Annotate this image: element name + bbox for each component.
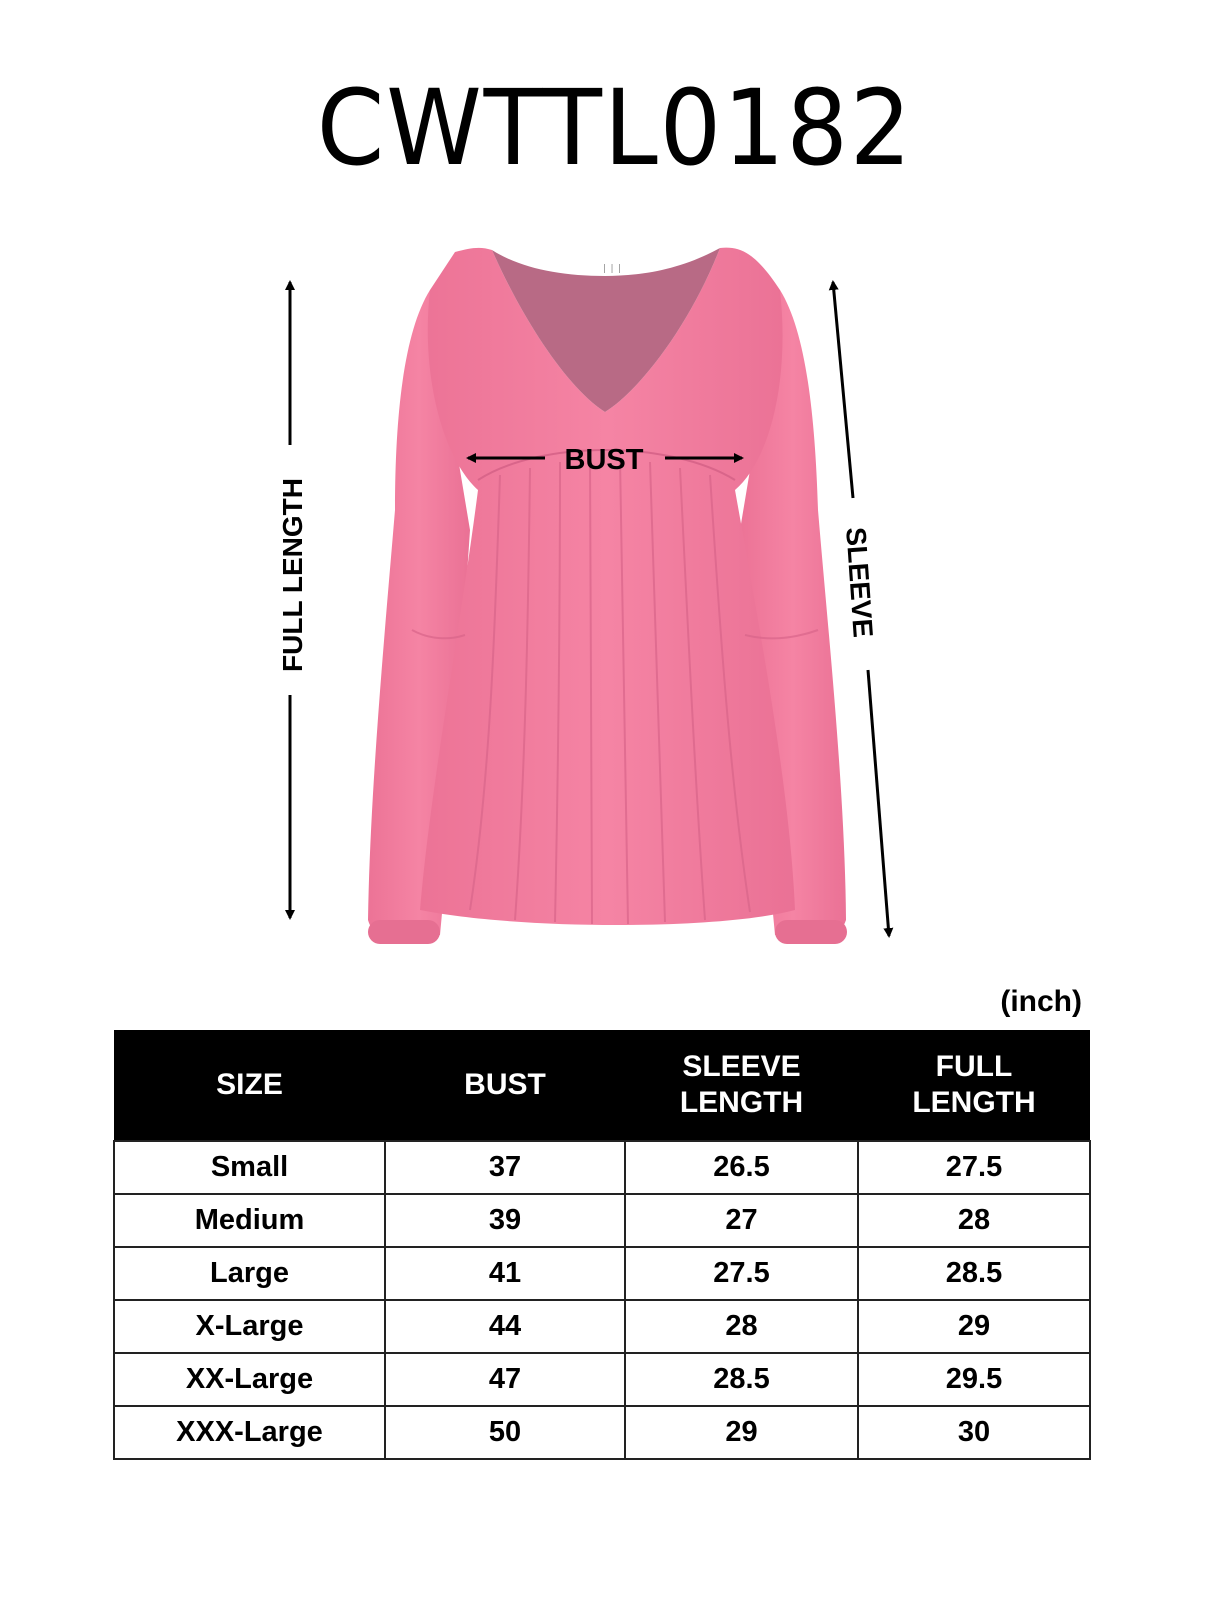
- full-length-cell: 30: [858, 1406, 1090, 1459]
- blouse-illustration: [368, 248, 847, 944]
- header-bust: BUST: [385, 1030, 625, 1141]
- size-cell: Large: [114, 1247, 385, 1300]
- full-length-cell: 27.5: [858, 1141, 1090, 1194]
- size-cell: XXX-Large: [114, 1406, 385, 1459]
- sleeve-length-cell: 27.5: [625, 1247, 858, 1300]
- bust-cell: 37: [385, 1141, 625, 1194]
- page-title: CWTTL0182: [316, 67, 914, 189]
- bust-label: BUST: [564, 444, 644, 476]
- table-row: [114, 1141, 1090, 1194]
- table-row: [114, 1300, 1090, 1353]
- sleeve-label: SLEEVE: [840, 526, 879, 639]
- size-cell: XX-Large: [114, 1353, 385, 1406]
- size-cell: X-Large: [114, 1300, 385, 1353]
- sleeve-length-cell: 29: [625, 1406, 858, 1459]
- sleeve-length-cell: 27: [625, 1194, 858, 1247]
- full-length-label: FULL LENGTH: [277, 478, 308, 672]
- header-sleeve-length: SLEEVE LENGTH: [625, 1030, 858, 1141]
- table-row: [114, 1247, 1090, 1300]
- bust-cell: 47: [385, 1353, 625, 1406]
- size-cell: Medium: [114, 1194, 385, 1247]
- bust-cell: 39: [385, 1194, 625, 1247]
- unit-label: (inch): [1000, 985, 1082, 1018]
- table-row: [114, 1406, 1090, 1459]
- size-chart-table: [113, 1030, 1091, 1460]
- sleeve-length-cell: 28.5: [625, 1353, 858, 1406]
- bust-cell: 41: [385, 1247, 625, 1300]
- full-length-cell: 29.5: [858, 1353, 1090, 1406]
- size-cell: Small: [114, 1141, 385, 1194]
- table-row: [114, 1353, 1090, 1406]
- full-length-cell: 29: [858, 1300, 1090, 1353]
- sleeve-length-cell: 28: [625, 1300, 858, 1353]
- full-length-cell: 28.5: [858, 1247, 1090, 1300]
- sleeve-length-cell: 26.5: [625, 1141, 858, 1194]
- table-header-row: [114, 1030, 1090, 1141]
- bust-cell: 50: [385, 1406, 625, 1459]
- full-length-cell: 28: [858, 1194, 1090, 1247]
- garment-diagram: [0, 230, 1230, 970]
- header-full-length: FULL LENGTH: [858, 1030, 1090, 1141]
- table-row: [114, 1194, 1090, 1247]
- header-size: SIZE: [114, 1030, 385, 1141]
- bust-cell: 44: [385, 1300, 625, 1353]
- brand-tag: ❘❘❘: [600, 264, 624, 274]
